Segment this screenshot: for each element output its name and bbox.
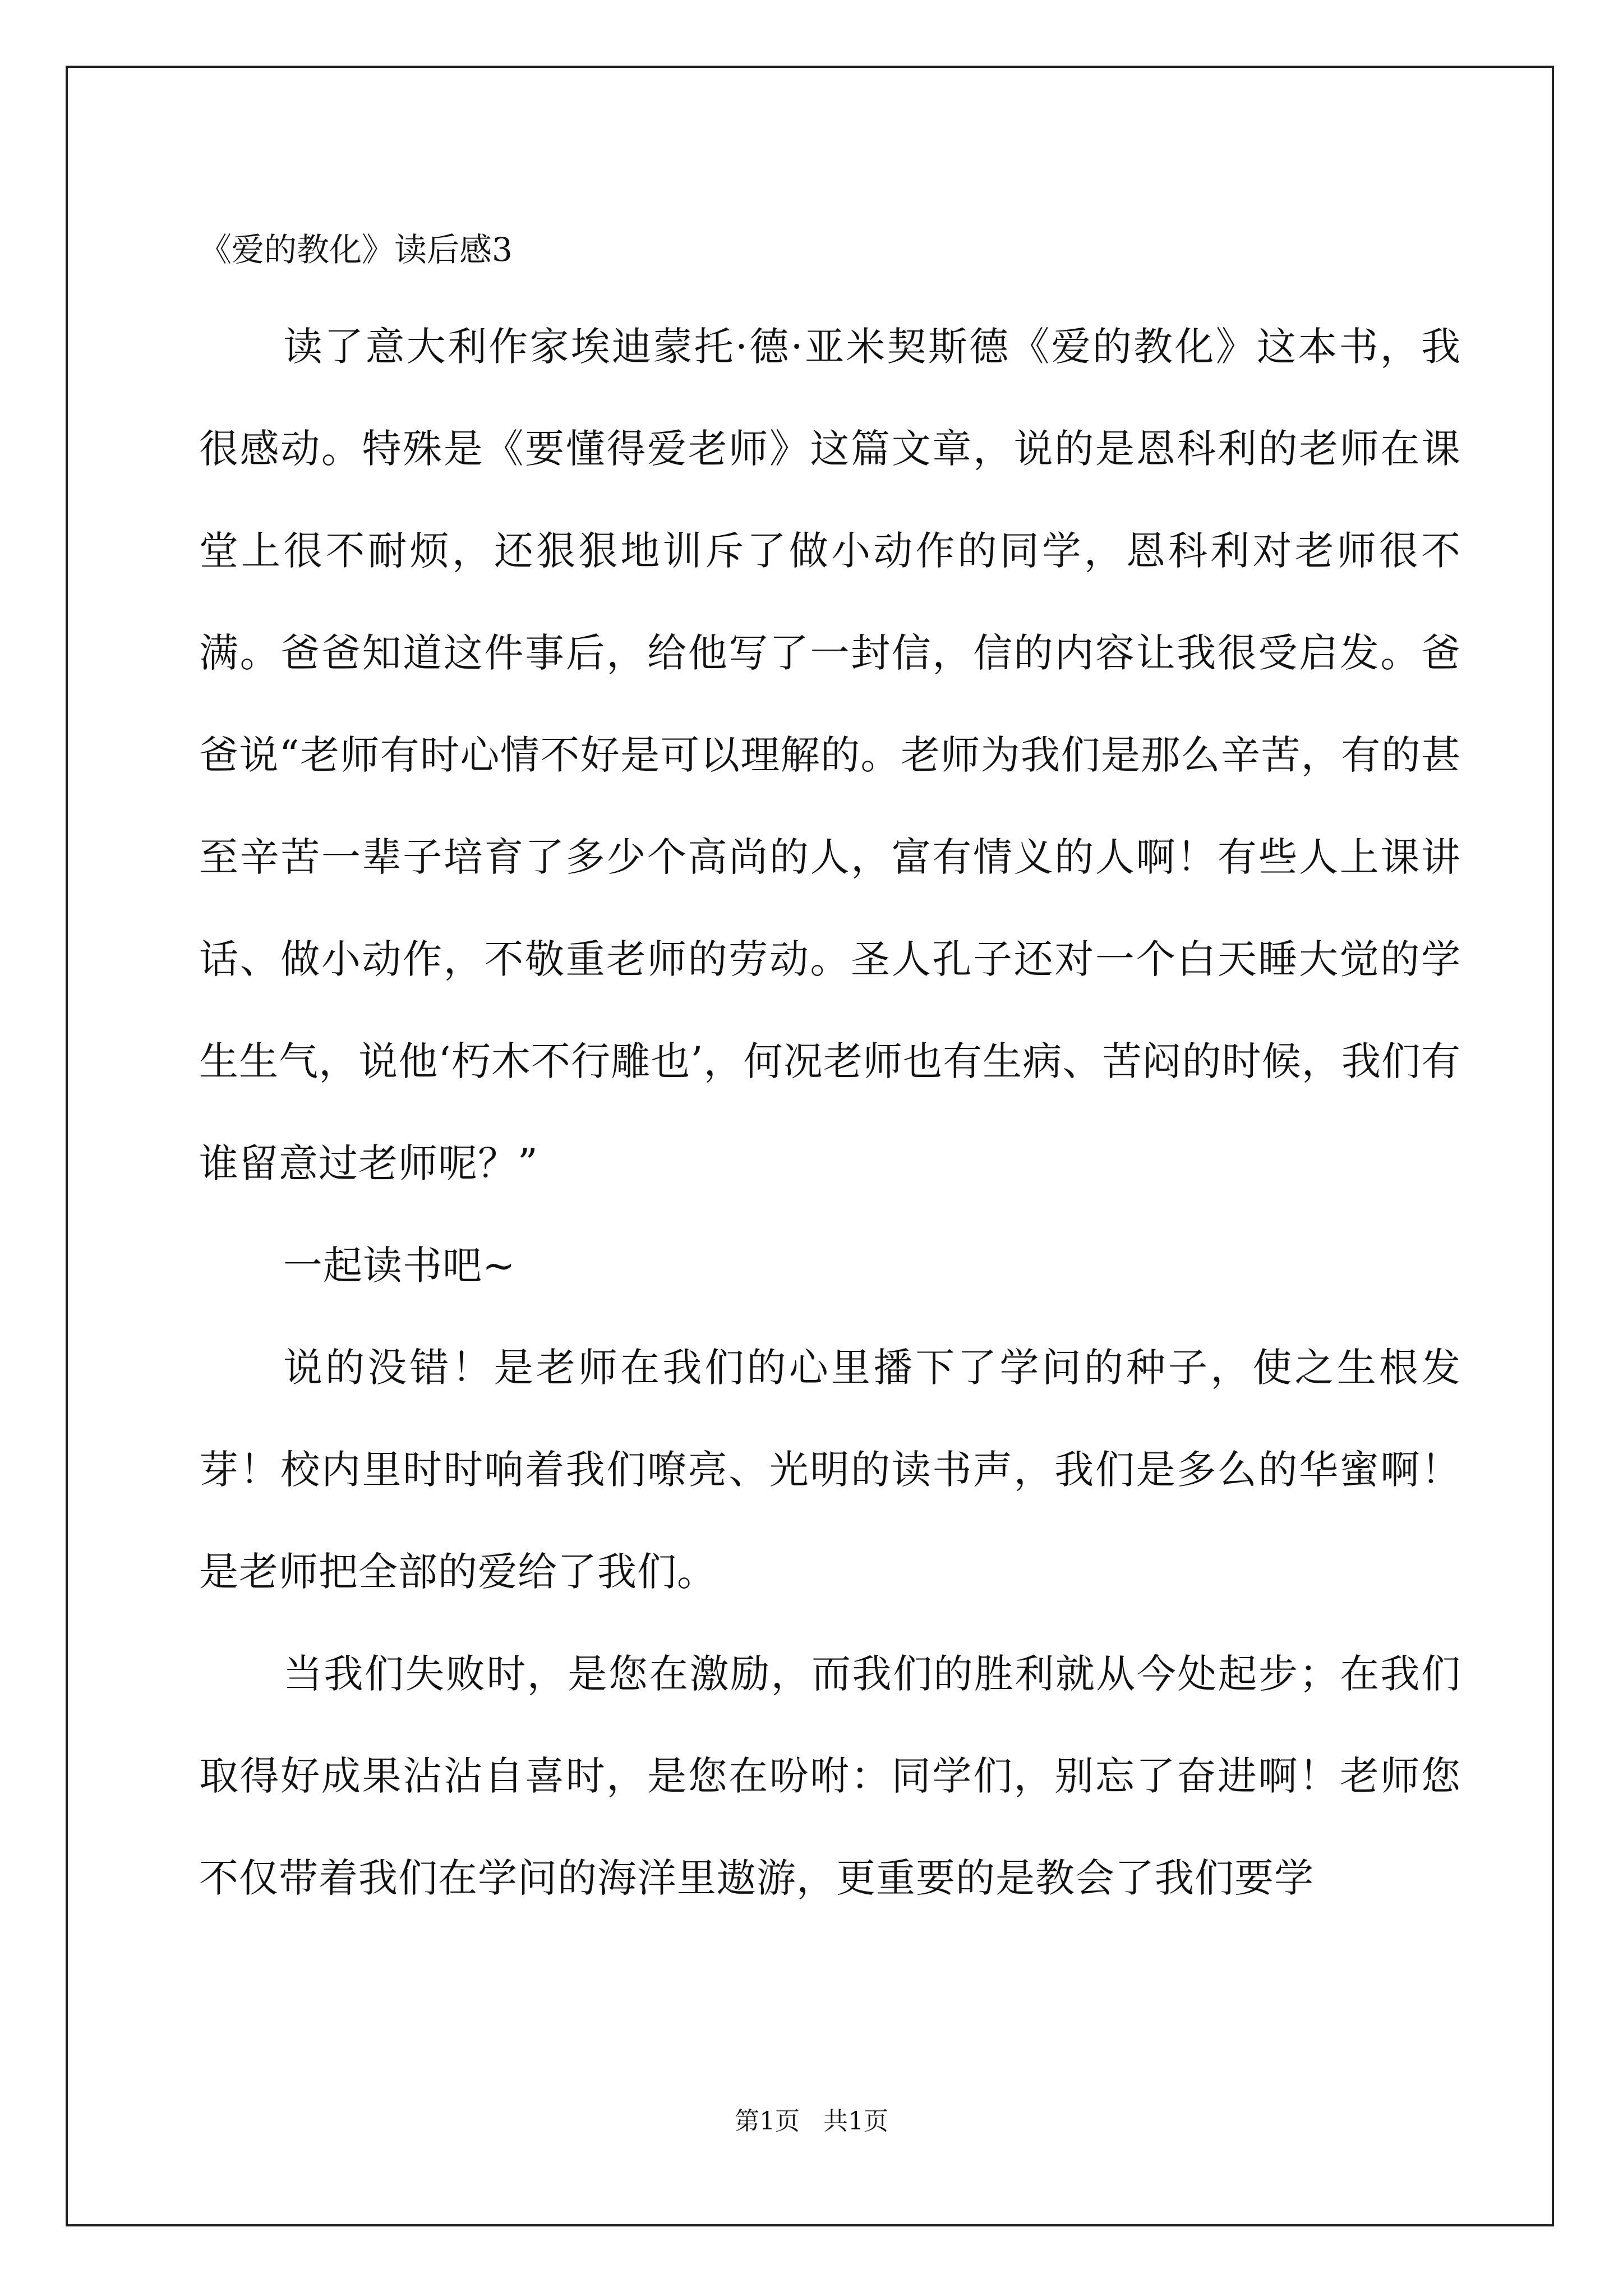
paragraph-1: 读了意大利作家埃迪蒙托·德·亚米契斯德《爱的教化》这本书，我很感动。特殊是《要懂得爱老师》这篇文章，说的是恩科利的老师在课堂上很不耐烦，还狠狠地训斥了做小动作的同学，恩科利对老师很不满。爸爸知道这件事后，给他写了一封信，信的内容让我很受启发。爸爸说“老师有时心情不好是可以理解的。老师为我们是那么辛苦，有的甚至辛苦一辈子培育了多少个高尚的人，富有情义的人啊！有些人上课讲话、做小动作，不敬重老师的劳动。圣人孔子还对一个白天睡大觉的学生生气，说他‘朽木不行雕也’，何况老师也有生病、苦闷的时候，我们有谁留意过老师呢？” xyxy=(199,324,1461,1186)
document-title: 《爱的教化》读后感3 xyxy=(199,231,513,269)
paragraph-2: 一起读书吧~ xyxy=(283,1243,516,1289)
page-number-footer: 第1页 共1页 xyxy=(735,2107,888,2136)
document-body xyxy=(199,216,1461,1929)
paragraph-3: 说的没错！是老师在我们的心里播下了学问的种子，使之生根发芽！校内里时时响着我们嘹亮、光明的读书声，我们是多么的华蜜啊！是老师把全部的爱给了我们。 xyxy=(199,1345,1461,1595)
paragraph-4: 当我们失败时，是您在激励，而我们的胜利就从今处起步；在我们取得好成果沾沾自喜时，是您在吩咐：同学们，别忘了奋进啊！老师您不仅带着我们在学问的海洋里遨游，更重要的是教会了我们要学 xyxy=(199,1651,1461,1901)
